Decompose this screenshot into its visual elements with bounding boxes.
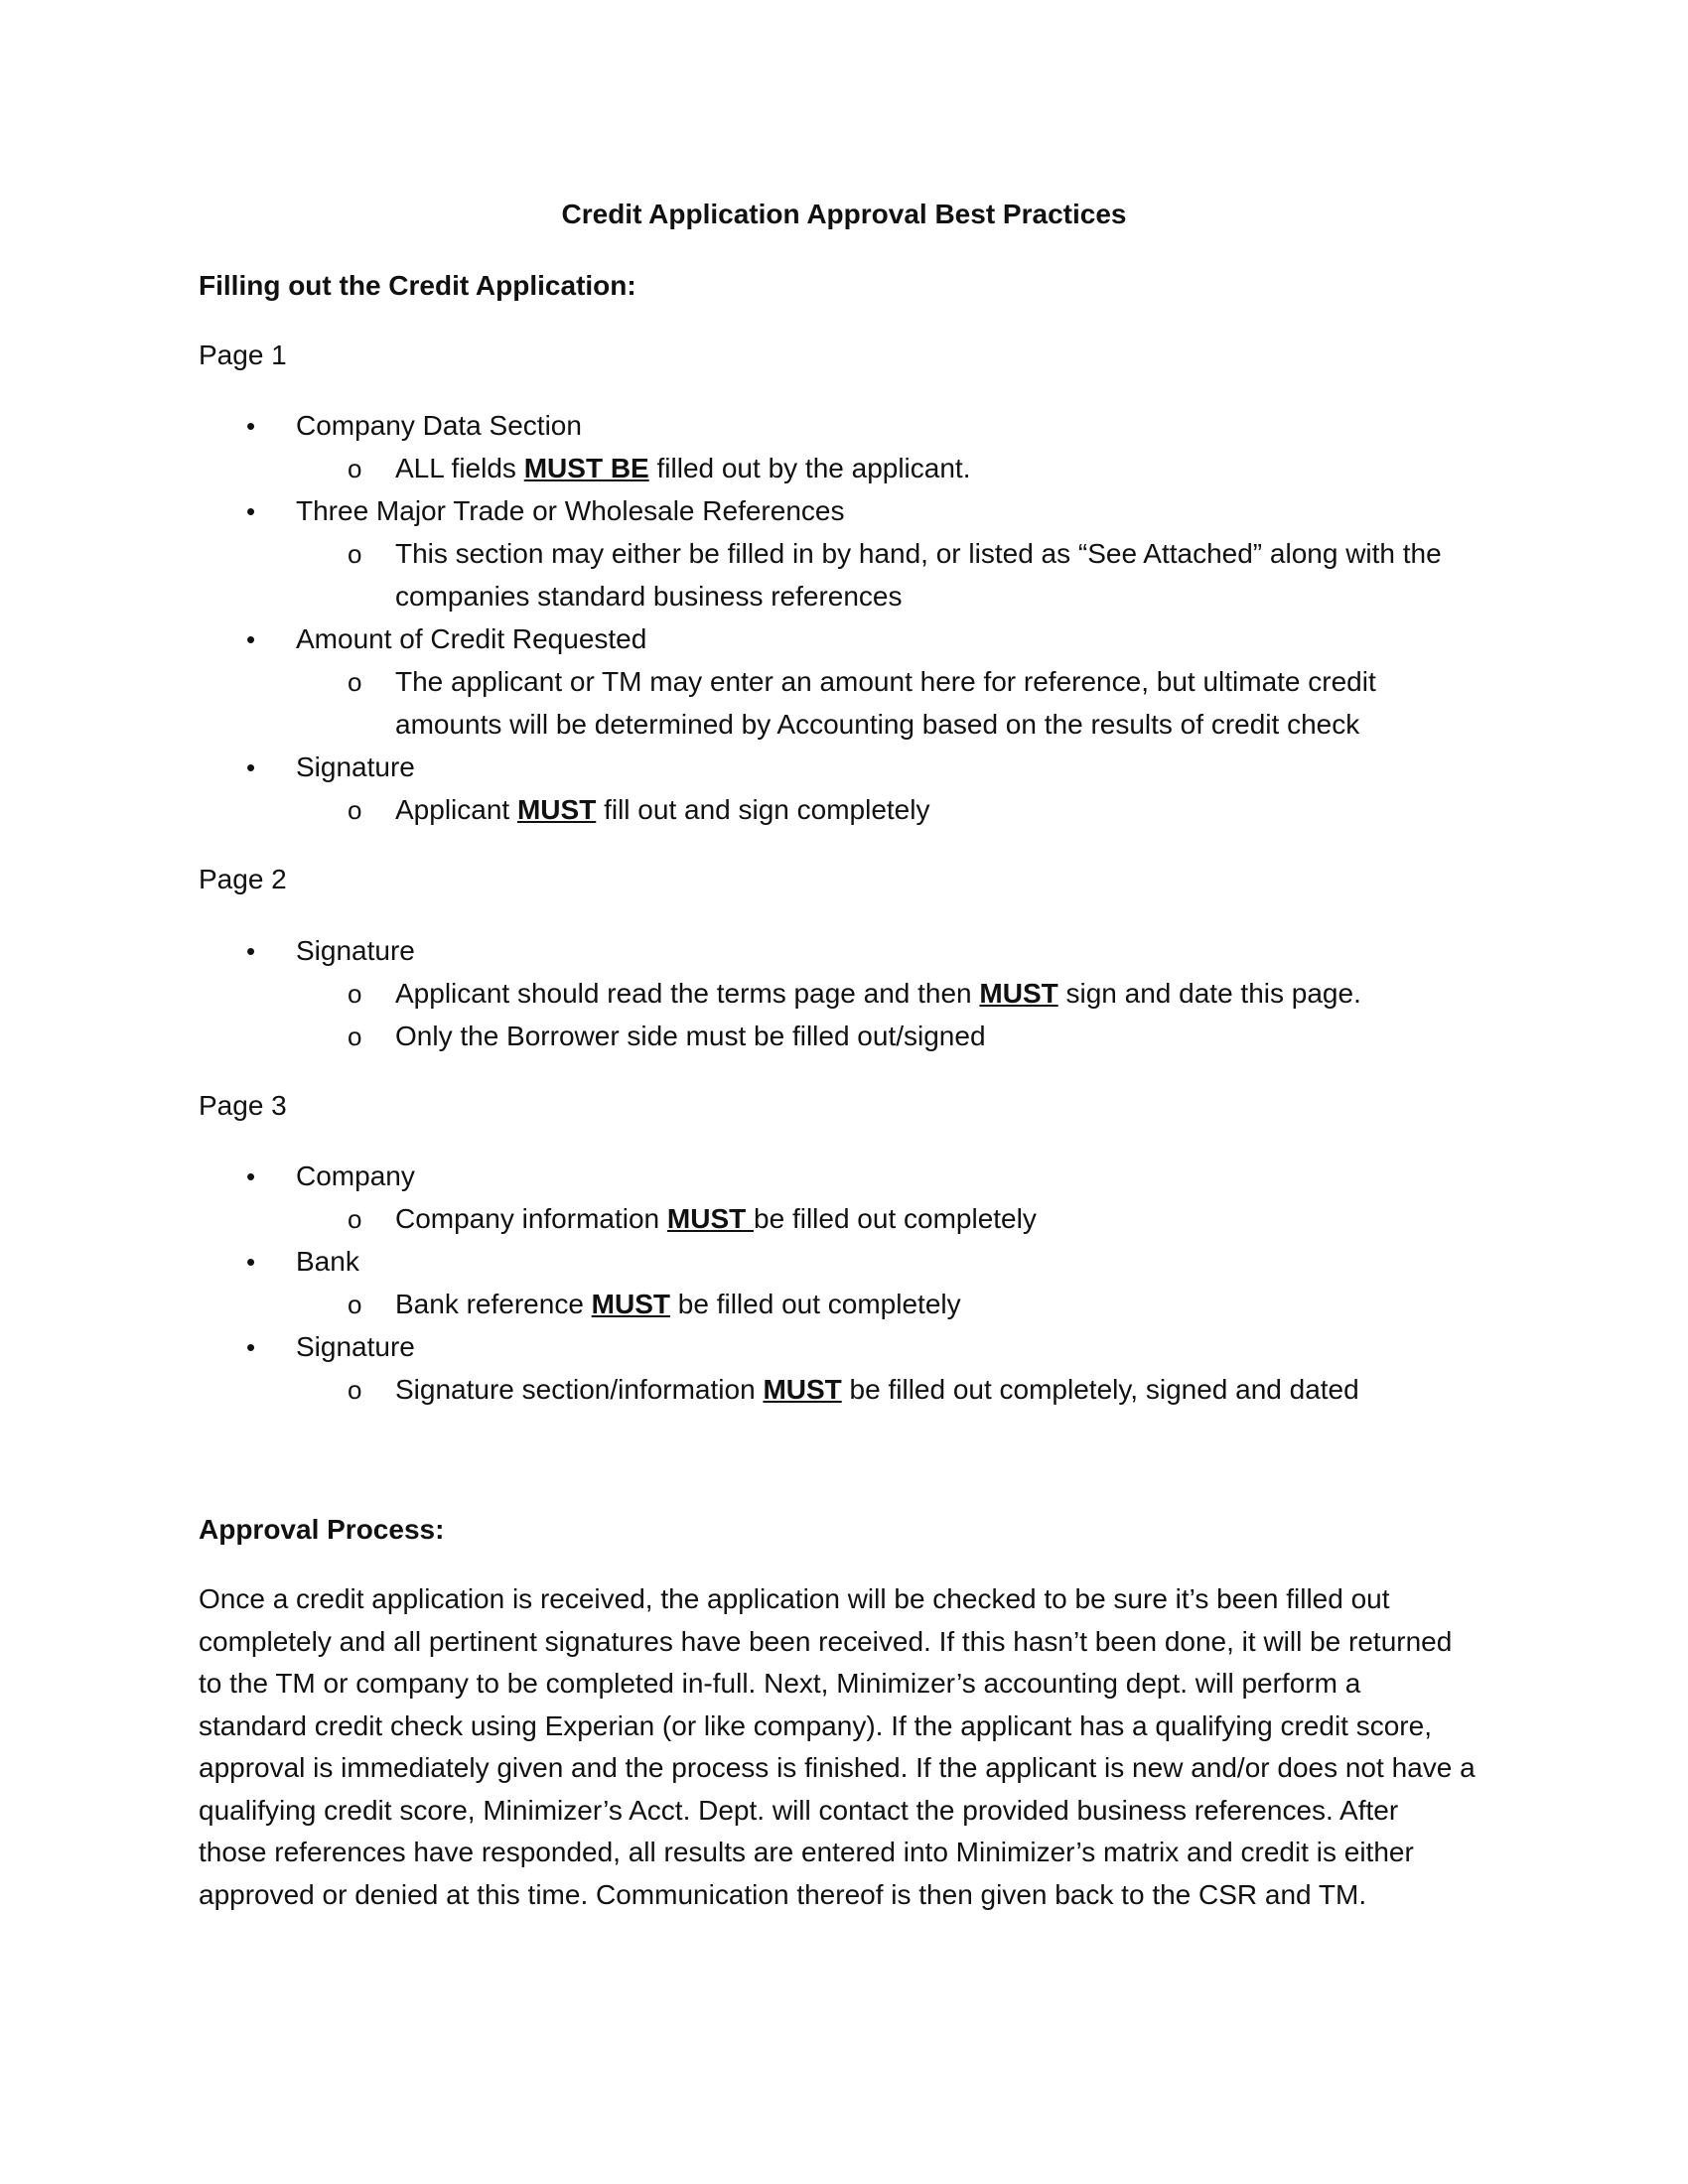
- sub-bullet: o: [348, 1290, 362, 1319]
- sub-item-references-line1: This section may either be filled in by hand, or listed as “See Attached” along with the: [395, 538, 1442, 569]
- sub-item-all-fields: ALL fields MUST BE filled out by the applicant.: [395, 453, 971, 483]
- approval-paragraph-line: standard credit check using Experian (or like company). If the applicant has a qualifying credit score,: [199, 1710, 1432, 1741]
- item-company: Company: [296, 1160, 415, 1191]
- approval-paragraph-line: approved or denied at this time. Communication thereof is then given back to the CSR and TM.: [199, 1879, 1367, 1910]
- sub-item-borrower-side: Only the Borrower side must be filled out/signed: [395, 1021, 986, 1051]
- item-credit-requested: Amount of Credit Requested: [296, 623, 647, 654]
- page3-label: Page 3: [199, 1090, 287, 1121]
- approval-paragraph-line: qualifying credit score, Minimizer’s Acct. Dept. will contact the provided business references. After: [199, 1795, 1399, 1826]
- item-company-data-section: Company Data Section: [296, 410, 582, 441]
- bullet: •: [246, 936, 256, 966]
- sub-item-references-line2: companies standard business references: [395, 581, 903, 612]
- approval-paragraph-line: to the TM or company to be completed in-full. Next, Minimizer’s accounting dept. will perform a: [199, 1668, 1361, 1699]
- bullet: •: [246, 1247, 256, 1277]
- sub-bullet: o: [348, 667, 362, 697]
- sub-item-applicant-sign: Applicant MUST fill out and sign completely: [395, 794, 930, 825]
- item-signature-page1: Signature: [296, 751, 415, 782]
- sub-bullet: o: [348, 454, 362, 483]
- sub-item-bank-reference: Bank reference MUST be filled out completely: [395, 1289, 961, 1319]
- bullet: •: [246, 411, 256, 441]
- document-title: Credit Application Approval Best Practices: [561, 199, 1127, 229]
- sub-item-signature-section: Signature section/information MUST be filled out completely, signed and dated: [395, 1374, 1359, 1405]
- page2-label: Page 2: [199, 864, 287, 894]
- approval-paragraph-line: Once a credit application is received, the application will be checked to be sure it’s been filled out: [199, 1583, 1390, 1614]
- item-signature-page3: Signature: [296, 1331, 415, 1362]
- approval-paragraph-line: approval is immediately given and the process is finished. If the applicant is new and/or does not have a: [199, 1752, 1476, 1783]
- sub-bullet: o: [348, 979, 362, 1009]
- section-heading-approval: Approval Process:: [199, 1514, 445, 1545]
- sub-item-company-info: Company information MUST be filled out completely: [395, 1203, 1037, 1234]
- approval-paragraph-line: those references have responded, all results are entered into Minimizer’s matrix and credit is either: [199, 1837, 1414, 1867]
- item-trade-references: Three Major Trade or Wholesale References: [296, 495, 845, 526]
- bullet: •: [246, 496, 256, 526]
- page1-label: Page 1: [199, 340, 287, 370]
- sub-item-credit-line2: amounts will be determined by Accounting based on the results of credit check: [395, 709, 1360, 740]
- sub-bullet: o: [348, 1022, 362, 1051]
- approval-paragraph-line: completely and all pertinent signatures have been received. If this hasn’t been done, it will be returned: [199, 1626, 1453, 1657]
- sub-bullet: o: [348, 539, 362, 569]
- sub-item-terms-page: Applicant should read the terms page and then MUST sign and date this page.: [395, 978, 1361, 1009]
- bullet: •: [246, 1332, 256, 1362]
- sub-bullet: o: [348, 1375, 362, 1405]
- section-heading-filling-out: Filling out the Credit Application:: [199, 270, 636, 301]
- bullet: •: [246, 752, 256, 782]
- sub-bullet: o: [348, 1204, 362, 1234]
- sub-item-credit-line1: The applicant or TM may enter an amount here for reference, but ultimate credit: [395, 666, 1376, 697]
- sub-bullet: o: [348, 795, 362, 825]
- item-bank: Bank: [296, 1246, 359, 1277]
- bullet: •: [246, 624, 256, 654]
- item-signature-page2: Signature: [296, 935, 415, 966]
- bullet: •: [246, 1161, 256, 1191]
